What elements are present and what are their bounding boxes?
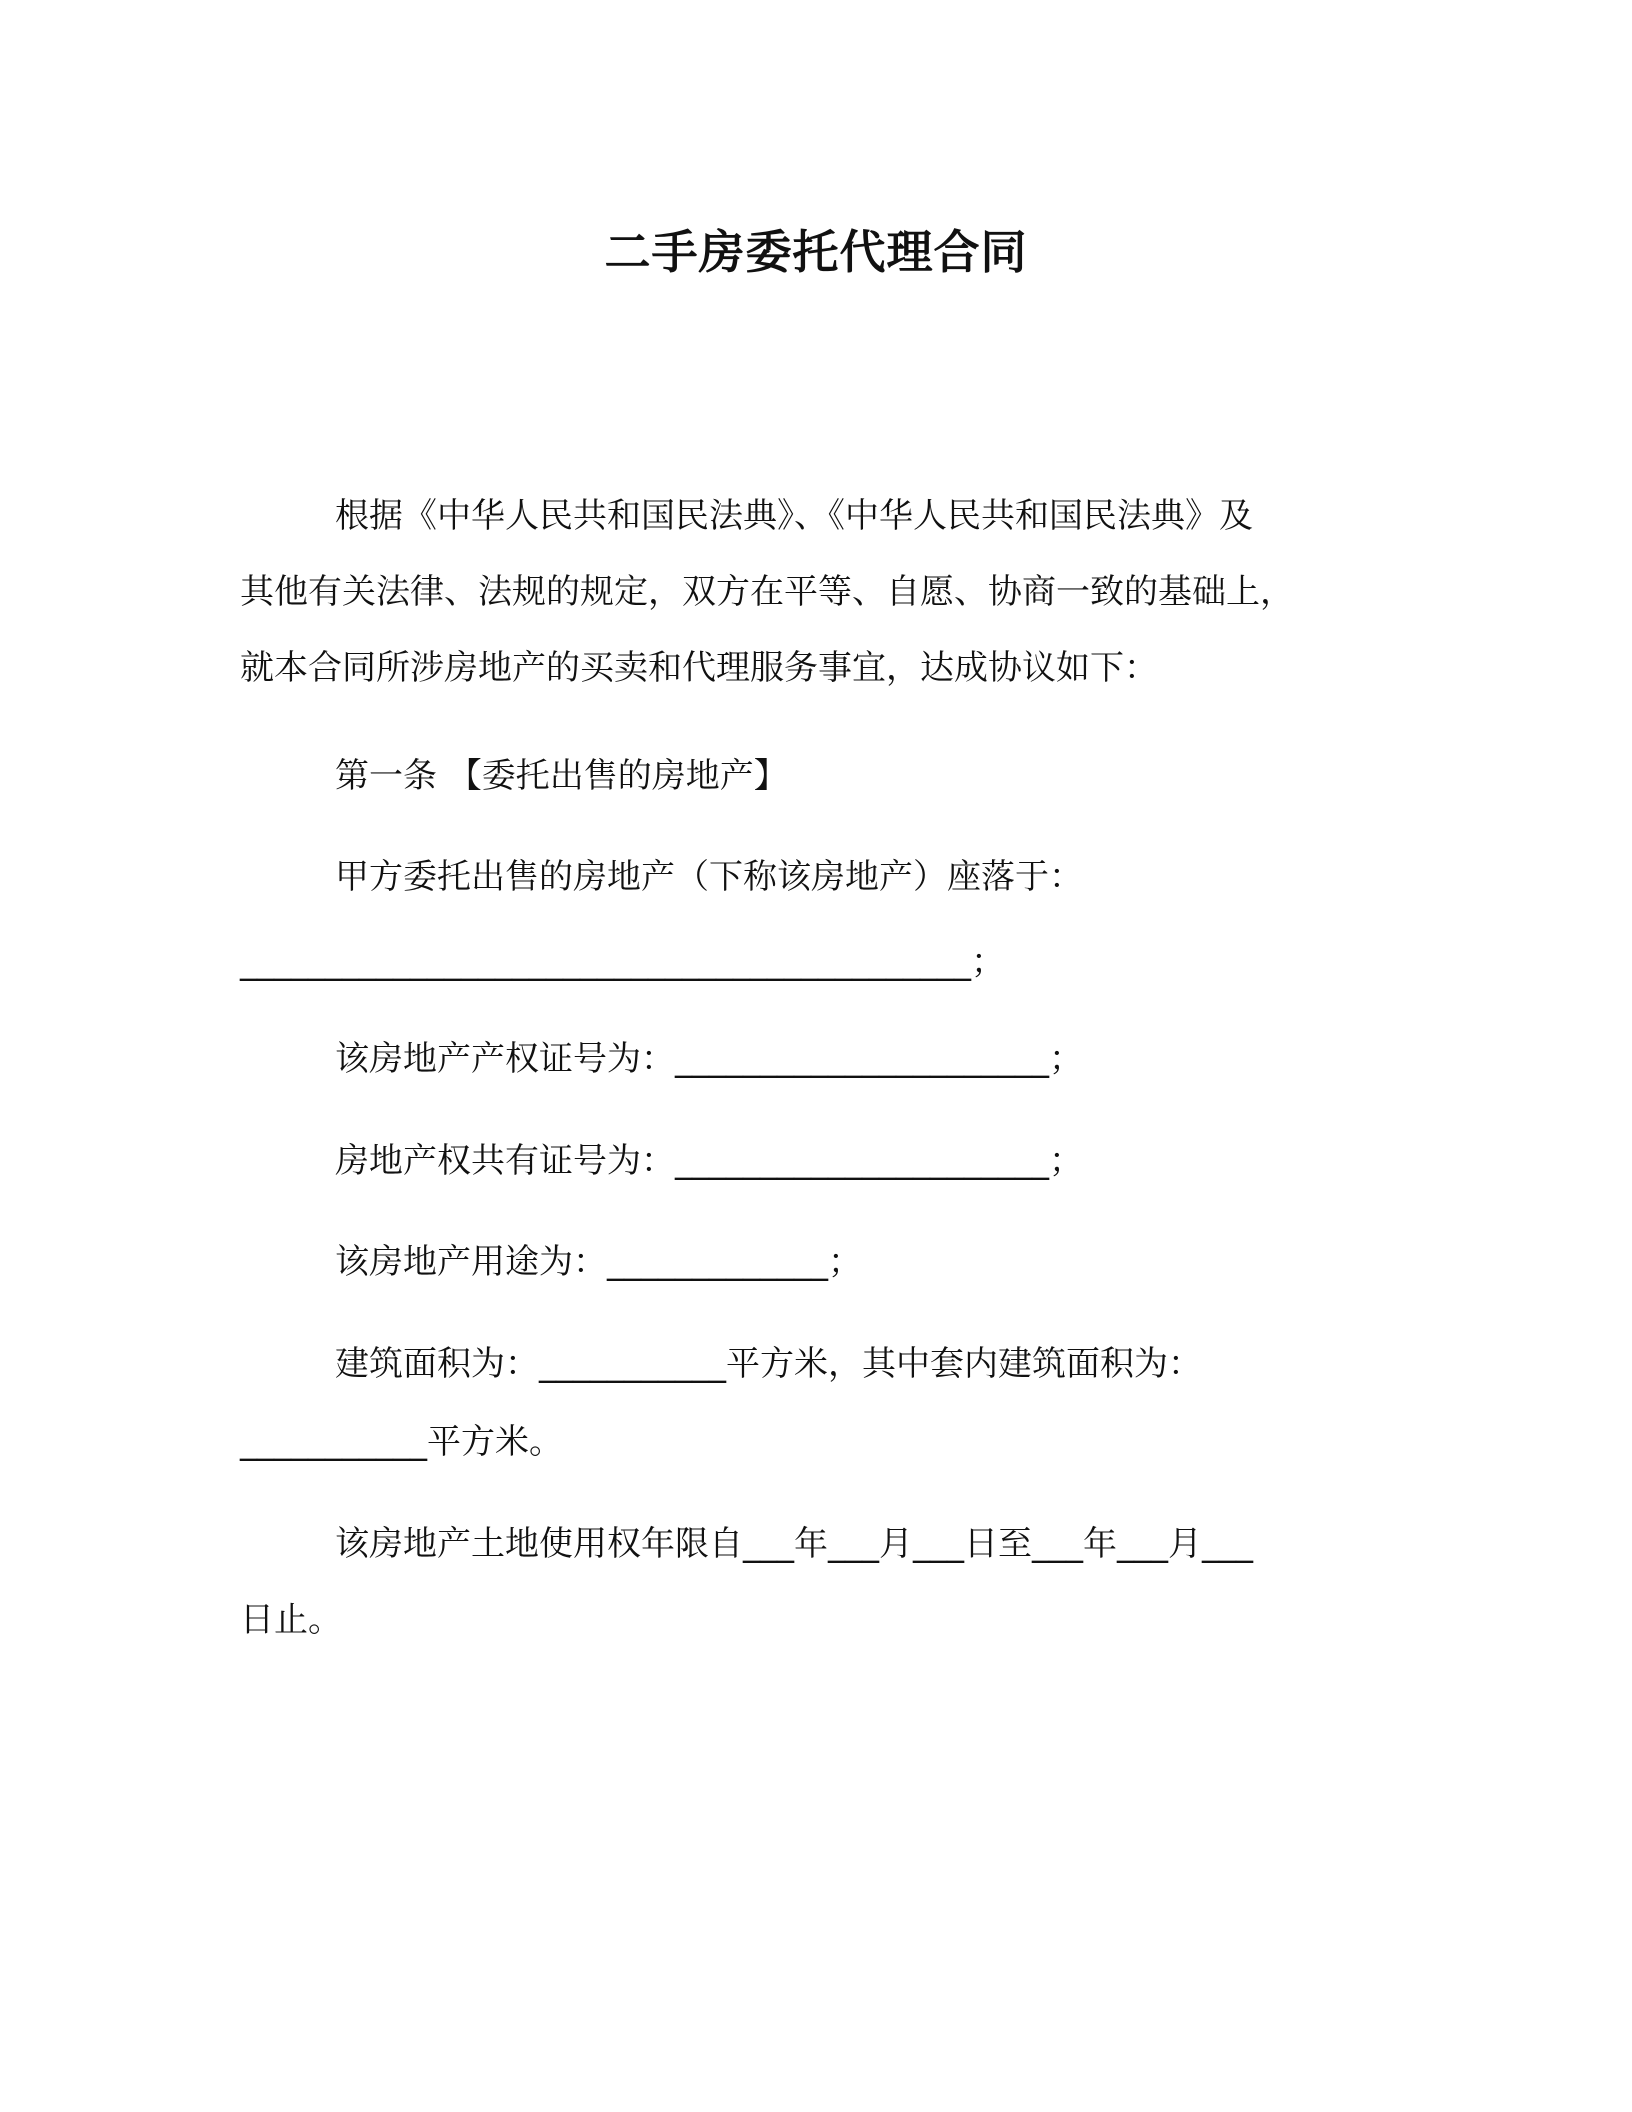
- location-blank: ___________________________________________；: [240, 942, 1005, 982]
- building-area-line-1: 建筑面积为：___________平方米，其中套内建筑面积为：: [335, 1344, 1202, 1384]
- article-1-heading: 第一条 【委托出售的房地产】: [335, 756, 788, 796]
- document-title: 二手房委托代理合同: [604, 225, 1028, 279]
- preamble-line-2: 其他有关法律、法规的规定，双方在平等、自愿、协商一致的基础上，: [240, 572, 1294, 612]
- location-label: 甲方委托出售的房地产（下称该房地产）座落于：: [335, 857, 1083, 897]
- preamble-line-1: 根据《中华人民共和国民法典》、《中华人民共和国民法典》及: [335, 496, 1253, 536]
- land-use-term-line-1: 该房地产土地使用权年限自___年___月___日至___年___月___: [335, 1524, 1253, 1564]
- co-ownership-certificate-line: 房地产权共有证号为：______________________；: [335, 1141, 1083, 1181]
- land-use-term-line-2: 日止。: [240, 1600, 342, 1640]
- certificate-number-line: 该房地产产权证号为：______________________；: [335, 1039, 1083, 1079]
- building-area-line-2: ___________平方米。: [240, 1422, 563, 1462]
- preamble-line-3: 就本合同所涉房地产的买卖和代理服务事宜，达成协议如下：: [240, 648, 1158, 688]
- property-usage-line: 该房地产用途为：_____________；: [335, 1242, 862, 1282]
